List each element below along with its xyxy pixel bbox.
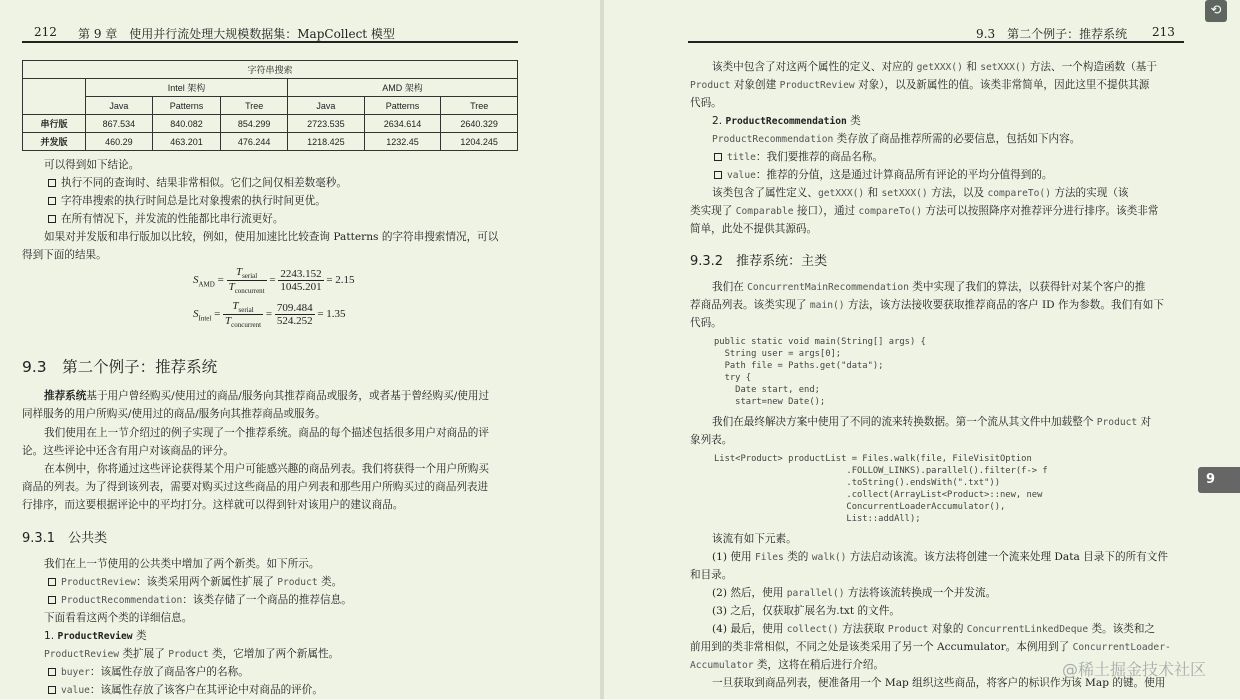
paragraph: 简单，此处不提供其源码。 [690,223,818,235]
checkbox-bullet-icon [48,596,56,604]
table-cell: 854.299 [221,115,288,133]
col-header: Java [288,97,365,115]
watermark: @稀土掘金技术社区 [1062,660,1207,679]
conclusion-intro: 可以得到如下结论。 [44,159,140,171]
chapter-header: 第 9 章 使用并行流处理大规模数据集：MapCollect 模型 [78,27,395,41]
row-label: 串行版 [23,115,86,133]
table-cell: 840.082 [152,115,221,133]
page-number: 213 [1152,25,1175,39]
table-corner [23,79,86,115]
paragraph: 得到下面的结果。 [22,249,107,261]
table-row [23,115,518,133]
col-header: Tree [441,97,518,115]
paragraph: 推荐系统基于用户曾经购买/使用过的商品/服务向其推荐商品或服务，或者基于曾经购买/使用过 [44,390,490,402]
paragraph: Accumulator 类，这将在稍后进行介绍。 [690,659,885,671]
table-cell: 1232.45 [364,133,441,151]
paragraph: (3) 之后，仅获取扩展名为.txt 的文件。 [712,605,900,617]
paragraph: 该类包含了属性定义、getXXX() 和 setXXX() 方法，以及 compareTo() 方法的实现（该 [712,187,1129,199]
checkbox-bullet-icon [48,668,56,676]
paragraph: 下面看看这两个类的详细信息。 [44,612,193,624]
table-cell: 2640.329 [441,115,518,133]
list-item: ProductRecommendation：该类存储了一个商品的推荐信息。 [48,591,352,610]
history-icon[interactable]: ⟲ [1205,0,1227,22]
checkbox-bullet-icon [48,686,56,694]
list-item: ProductReview：该类采用两个新属性扩展了 Product 类。 [48,573,342,592]
paragraph: 商品的列表。为了得到该列表，需要对购买过这些商品的用户列表和那些用户所购买过的商品列表进 [22,481,489,493]
subheading-productrecommendation: 2. ProductRecommendation 类 [712,115,861,127]
list-item: value：该属性存放了该客户在其评论中对商品的评价。 [48,681,323,700]
paragraph: 类实现了 Comparable 接口），通过 compareTo() 方法可以按照降序对推荐评分进行排序。该类非常 [690,205,1159,217]
results-table [22,60,518,151]
checkbox-bullet-icon [48,197,56,205]
paragraph: 一旦获取到商品列表，便准备用一个 Map 组织这些商品，将客户的标识作为该 Map 的键。使用 [712,677,1166,689]
paragraph: ProductReview 类扩展了 Product 类，它增加了两个新属性。 [44,648,340,660]
paragraph: 和目录。 [690,569,733,581]
section-heading-9-3-2: 9.3.2 推荐系统：主类 [690,254,828,269]
paragraph: 在本例中，你将通过这些评论获得某个用户可能感兴趣的商品列表。我们将获得一个用户所购买 [44,463,489,475]
paragraph: 同样服务的用户所购买/使用过的商品/服务向其推荐商品或服务。 [22,408,326,420]
page-number: 212 [34,25,57,39]
paragraph: 我们在 ConcurrentMainRecommendation 类中实现了我们的算法，以获得针对某个客户的推 [712,281,1146,293]
formula-intel: $S_{Intel}$ = $\frac{T_{serial}}{T_{concurrent}}$ = $\frac{709.484}{524.252}$ = 1.35 [193,300,346,330]
paragraph: 荐商品列表。该类实现了 main() 方法，该方法接收要获取推荐商品的客户 ID 作为参数。我们有如下 [690,299,1164,311]
table-row [23,133,518,151]
list-item: title：我们要推荐的商品名称。 [714,148,883,167]
table-cell: 867.534 [86,115,153,133]
paragraph: 行排序，而这要根据评论中的平均打分。这样就可以得到针对该用户的建议商品。 [22,499,404,511]
checkbox-bullet-icon [48,578,56,586]
paragraph: 如果对并发版和串行版加以比较，例如，使用加速比比较查询 Patterns 的字符串搜索情况，可以 [44,231,499,243]
list-item: buyer：该属性存放了商品客户的名称。 [48,663,249,682]
checkbox-bullet-icon [48,215,56,223]
chapter-tab[interactable]: 9 [1198,467,1240,493]
right-page [604,0,1240,699]
section-header: 9.3 第二个例子：推荐系统 [976,27,1128,41]
col-header: Java [86,97,153,115]
subheading-productreview: 1. ProductReview 类 [44,630,147,642]
table-cell: 476.244 [221,133,288,151]
table-cell: 1218.425 [288,133,365,151]
checkbox-bullet-icon [48,179,56,187]
table-cell: 460.29 [86,133,153,151]
group-amd: AMD 架构 [288,79,518,97]
table-cell: 2723.535 [288,115,365,133]
paragraph: 该流有如下元素。 [712,533,797,545]
paragraph: 我们在上一节使用的公共类中增加了两个新类。如下所示。 [44,558,320,570]
formula-amd: $S_{AMD}$ = $\frac{T_{serial}}{T_{concurrent}}$ = $\frac{2243.152}{1045.201}$ = 2.15 [193,266,355,296]
list-item: 在所有情况下，并发流的性能都比串行流更好。 [48,210,283,228]
col-header: Patterns [152,97,221,115]
paragraph: ProductRecommendation 类存放了商品推荐所需的必要信息，包括如下内容。 [712,133,1081,145]
header-rule [22,41,518,43]
paragraph: 我们使用在上一节介绍过的例子实现了一个推荐系统。商品的每个描述包括很多用户对商品的评 [44,427,489,439]
paragraph: 该类中包含了对这两个属性的定义、对应的 getXXX() 和 setXXX() 方法、一个构造函数（基于 [712,61,1157,73]
section-heading-9-3: 9.3 第二个例子：推荐系统 [22,358,218,376]
col-header: Tree [221,97,288,115]
table-cell: 463.201 [152,133,221,151]
code-block-stream: List<Product> productList = Files.walk(file, FileVisitOption .FOLLOW_LINKS).parallel().filter(f-> f .toString().endsWith(".txt")) .collect(ArrayList<Product>::new, new ConcurrentLoaderAccumulator(), List::addAll); [714,454,1048,524]
paragraph: 论。这些评论中还含有用户对该商品的评分。 [22,445,234,457]
group-intel: Intel 架构 [86,79,288,97]
paragraph: 象列表。 [690,434,733,446]
paragraph: (2) 然后，使用 parallel() 方法将该流转换成一个并发流。 [712,587,997,599]
list-item: 执行不同的查询时、结果非常相似。它们之间仅相差数毫秒。 [48,174,347,192]
table-cell: 2634.614 [364,115,441,133]
paragraph: (4) 最后，使用 collect() 方法获取 Product 对象的 ConcurrentLinkedDeque 类。该类和之 [712,623,1156,635]
paragraph: 代码。 [690,97,722,109]
checkbox-bullet-icon [714,171,722,179]
paragraph: Product 对象创建 ProductReview 对象），以及新属性的值。该类非常简单，因此这里不提供其源 [690,79,1150,91]
row-label: 并发版 [23,133,86,151]
paragraph: (1) 使用 Files 类的 walk() 方法启动该流。该方法将创建一个流来处理 Data 目录下的所有文件 [712,551,1168,563]
left-page [0,0,600,699]
header-rule [688,41,1184,43]
paragraph: 前用到的类非常相似，不同之处是该类采用了另一个 Accumulator。本例用到了 ConcurrentLoader- [690,641,1171,653]
checkbox-bullet-icon [714,153,722,161]
list-item: 字符串搜索的执行时间总是比对象搜索的执行时间更优。 [48,192,326,210]
list-item: value：推荐的分值，这是通过计算商品所有评论的平均分值得到的。 [714,166,1053,185]
table-title: 字符串搜索 [23,61,518,79]
table-cell: 1204.245 [441,133,518,151]
paragraph: 我们在最终解决方案中使用了不同的流来转换数据。第一个流从其文件中加载整个 Product 对 [712,416,1152,428]
code-block-main: public static void main(String[] args) { String user = args[0]; Path file = Paths.get("data"); try { Date start, end; start=new Date(); [714,337,926,407]
col-header: Patterns [364,97,441,115]
section-heading-9-3-1: 9.3.1 公共类 [22,531,108,546]
paragraph: 代码。 [690,317,722,329]
